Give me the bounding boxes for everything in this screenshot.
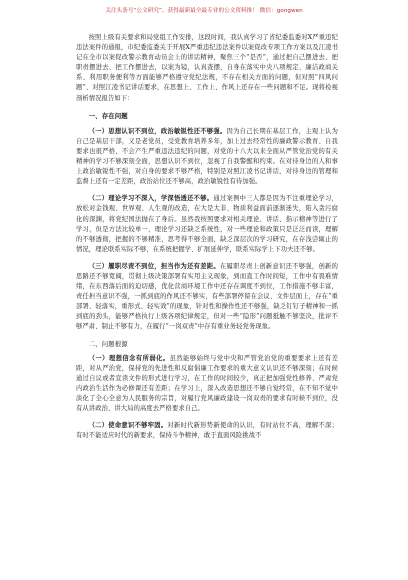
cause-item-2-text: 对新时代新形势新使命的认识，有时站位不高，理解不深；有时不能适应时代的新要求，保持斗争精神，敢于直面风险挑战不 [76,422,338,440]
problem-item-1-heading: （一）思想认识不到位，政治敏锐性还不够强。 [88,127,227,135]
problem-item-3-heading: （三）履职尽责不到位，担当作为还有差距。 [88,262,220,270]
problem-item-2 [76,194,338,255]
section-heading-problems: 一、存在问题 [88,111,128,120]
section-heading-root-causes: 二、问题根源 [88,339,128,348]
intro-paragraph: 按照上级有关要求和局党组工作安排，这段时间，我认真学习了省纪委监委对X严重违纪违法案件的通报，市纪委监委关于开展X严重违纪违法案件以案促改专项工作方案以及江凌书记在全市以案促改警示教育动员会上的讲话精神，聚焦三个“是否”，通过把自己摆进去、把职责摆进去、把工作摆进去，以案为镜，认真查摆，自身在落实中央八项规定、廉洁政商关系、利用职务便利等方面能够严格遵守党纪法规，不存在相关方面的问题，但对照“四风问题”、对照江凌书记讲话要求，在思想上、工作上、作风上还存在一些问题和不足。现将检视剖析情况报告如下： [76,34,338,102]
document-body [76,33,338,441]
problem-item-3-text: 在履职尽责上创新意识还不够强，创新的思路还不够宽阔，贯彻上级决策部署有实用主义现象，到而直工作时间短，工作中有畏难情绪，在东西落后面的迫切感，优化营商环境工作中还存在调度不到位，工作措施不够丰富，责任担当意识不强，一抓到底的作风还不够实，有些部署停留在会议、文件层面上，存在“重部署、轻落实，重形式、轻实效”的现象，针对性和操作性还不够强，缺乏钉钉子精神和一抓到底的劲头，能够严格执行上级各项纪律规定，但对一些“隐形”问题抵触不够坚决，批评不够严肃、制止不够有力，在履行“一岗双责”中存有重业务轻党务现象。 [76,262,338,331]
problem-item-1-text: 因为自己长期在基层工作，主观上认为自己是基层干部，又是老党员，受党教育培养多年，加上过去经常性的廉政警示教育、自我要求也很严格，不会产生严重违法违纪的问题，对党的十八大以来全面从严管党治党的有关精神的学习不够深刻全面，思想认识不到位，忽视了自我警醒和约束。在对待身边的人和事上政治敏锐性不强，对自身的要求不够严格，特别是对照江凌书记讲话，对待身边的管理和监督上还有一定差距，政治站位还不够高，政治敏锐性有待加强。 [76,127,338,186]
problem-item-1 [76,127,338,188]
problem-item-2-text: 通过案例中三人都是因为不注重理论学习，放松对金钱观、世界观、人生观的改造，在大是大非、物质利益面前逐渐迷失，陷入贪污腐化的深渊，将党纪国法抛在了身后。虽然我按照要求对相关理论、讲话、指示精神等进行了学习，但是方法比较单一，理论学习还缺乏系统性，对一些理论和政策只是泛泛而读，理解的不够透彻，把握的不够精准，思考得不够全面，缺乏深层次的学习研究，在存浅尝辄止的情况，理论联系实际不够，在系统把握学、扩展延伸学，联系实际学上下功夫还不够。 [76,195,339,253]
cause-item-2 [76,421,338,441]
cause-item-1-heading: （一）理想信念有所弱化。 [88,354,170,362]
problem-item-3 [76,262,338,333]
cause-item-2-heading: （二）使命意识不够牢固。 [88,422,168,430]
promo-banner: 关注头条号“公文研究”，获得最新最全最专业的公文资料推！ 微信：gongwen [105,8,303,14]
cause-item-1 [76,354,338,415]
problem-item-2-heading: （二）理论学习不深入，学深悟透还不够。 [88,195,214,203]
cause-item-1-text: 虽然能够始终与党中央和严管党治党的重要要求上还有差距，对从严治党，保持党的先进性和反腐倡廉工作要求的重大意义认识还不够深刻；在时候通过自议或者宣读文件的形式进行学习，在工作的时间较少，真正把加强党性修养、严肃党内政治生活作为必修课还有差距；在学习上，深入改造思想还不够自觉经常，在不知不觉中淡化了全心全意为人民服务的宗旨，对履行党风廉政建设一岗双责的要求有时候不到位，没有从讲政治、讲大局的高度去严格要求自己。 [76,354,339,413]
